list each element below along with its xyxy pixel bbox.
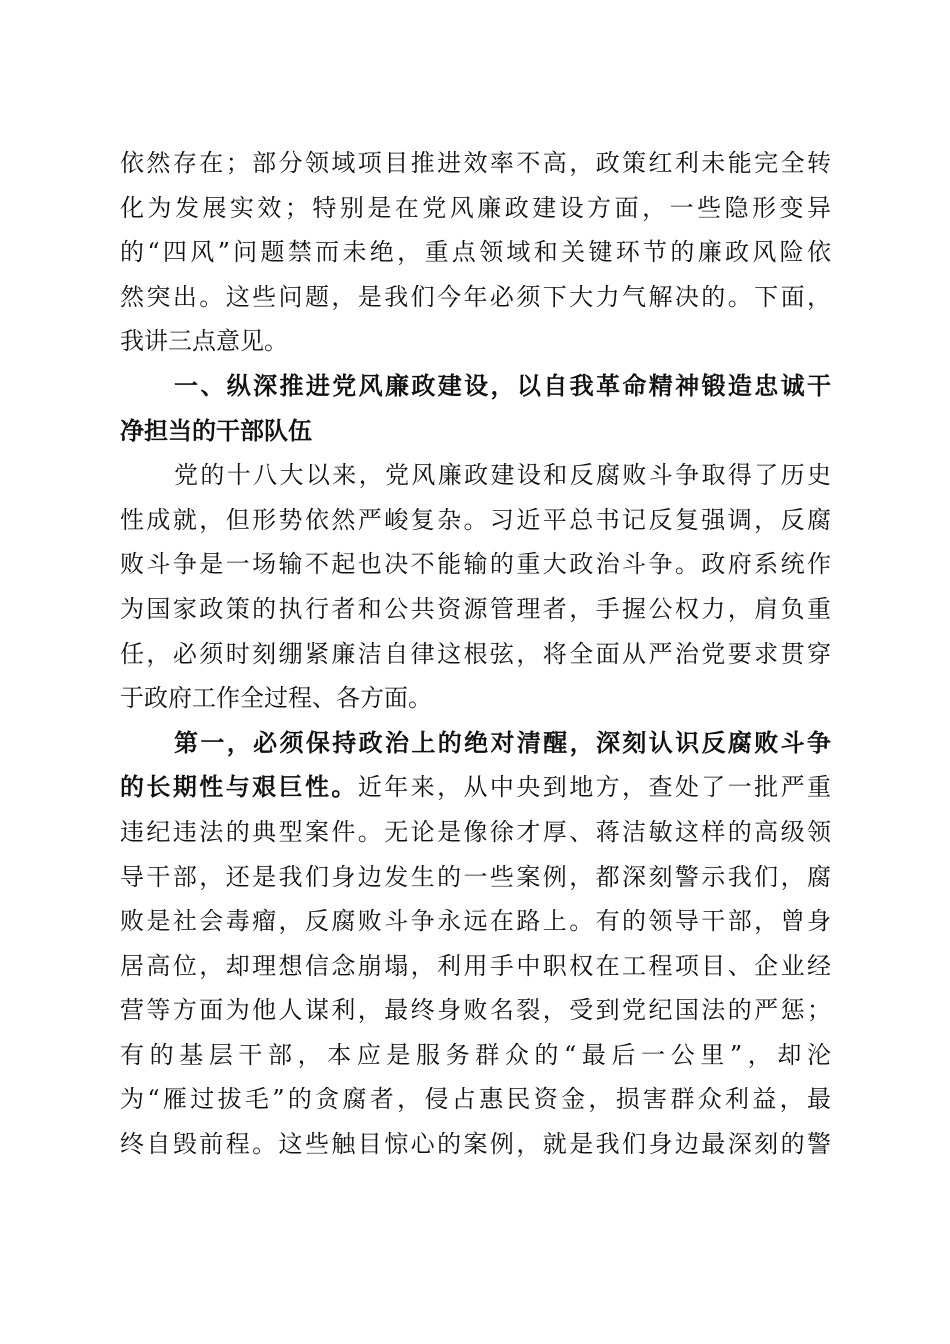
text-segment: 一、纵深推进党风廉政建设，以自我革命精神锻造忠诚干	[174, 371, 831, 400]
text-line	[120, 944, 831, 989]
text-segment: 党的十八大以来，党风廉政建设和反腐败斗争取得了历史	[174, 461, 831, 490]
text-segment: 我讲三点意见。	[120, 327, 288, 356]
text-line	[120, 364, 831, 409]
text-line	[120, 810, 831, 855]
body-paragraph	[120, 453, 831, 721]
text-line	[120, 186, 831, 231]
text-segment: 然突出。这些问题，是我们今年必须下大力气解决的。下面，	[120, 282, 831, 311]
text-line	[120, 855, 831, 900]
text-line	[120, 676, 831, 721]
text-segment: 导干部，还是我们身边发生的一些案例，都深刻警示我们，腐	[120, 862, 831, 891]
text-segment: 任，必须时刻绷紧廉洁自律这根弦，将全面从严治党要求贯穿	[120, 639, 831, 668]
bold-text: 第一，必须保持政治上的绝对清醒，深刻认识反腐败斗争	[174, 727, 831, 757]
text-segment: 终自毁前程。这些触目惊心的案例，就是我们身边最深刻的警	[120, 1130, 831, 1159]
text-line	[120, 230, 831, 275]
section-heading	[120, 364, 831, 453]
text-segment: 近年来，从中央到地方，查处了一批严重	[357, 773, 832, 802]
text-line	[120, 899, 831, 944]
text-segment: 化为发展实效；特别是在党风廉政建设方面，一些隐形变异	[120, 193, 831, 222]
text-segment: 的“四风”问题禁而未绝，重点领域和关键环节的廉政风险依	[120, 238, 831, 267]
text-segment: 净担当的干部队伍	[120, 416, 312, 445]
text-line	[120, 721, 831, 766]
text-segment: 于政府工作全过程、各方面。	[120, 684, 432, 713]
text-line	[120, 319, 831, 364]
text-segment: 营等方面为他人谋利，最终身败名裂，受到党纪国法的严惩；	[120, 996, 831, 1025]
text-line	[120, 587, 831, 632]
text-segment: 性成就，但形势依然严峻复杂。习近平总书记反复强调，反腐	[120, 505, 831, 534]
text-line	[120, 765, 831, 810]
text-segment: 败斗争是一场输不起也决不能输的重大政治斗争。政府系统作	[120, 550, 831, 579]
body-paragraph	[120, 141, 831, 364]
text-segment: 为“雁过拔毛”的贪腐者，侵占惠民资金，损害群众利益，最	[120, 1085, 831, 1114]
text-line	[120, 1033, 831, 1078]
body-paragraph	[120, 721, 831, 1167]
text-line	[120, 1122, 831, 1167]
text-line	[120, 409, 831, 454]
text-line	[120, 453, 831, 498]
text-line	[120, 1077, 831, 1122]
text-segment: 败是社会毒瘤，反腐败斗争永远在路上。有的领导干部，曾身	[120, 907, 831, 936]
text-line	[120, 632, 831, 677]
text-line	[120, 141, 831, 186]
text-segment: 违纪违法的典型案件。无论是像徐才厚、蒋洁敏这样的高级领	[120, 817, 831, 846]
text-line	[120, 542, 831, 587]
text-segment: 居高位，却理想信念崩塌，利用手中职权在工程项目、企业经	[120, 951, 831, 980]
document-page	[120, 141, 831, 1167]
text-segment: 有的基层干部，本应是服务群众的“最后一公里”，却沦	[120, 1040, 831, 1069]
text-line	[120, 275, 831, 320]
text-segment: 依然存在；部分领域项目推进效率不高，政策红利未能完全转	[120, 149, 831, 177]
text-line	[120, 988, 831, 1033]
text-line	[120, 498, 831, 543]
bold-text: 的长期性与艰巨性。	[120, 772, 358, 802]
text-segment: 为国家政策的执行者和公共资源管理者，手握公权力，肩负重	[120, 594, 831, 623]
